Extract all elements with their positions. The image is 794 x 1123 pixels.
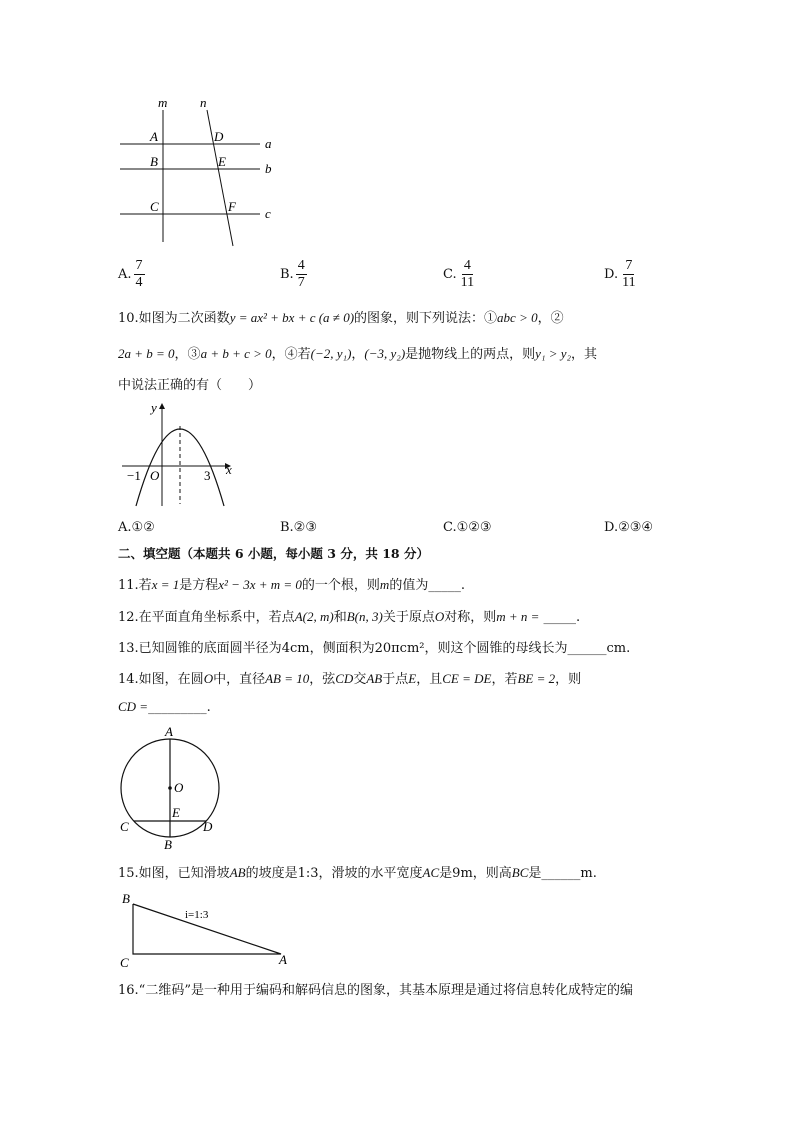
label-A: A: [165, 724, 173, 739]
text: 11.若: [118, 578, 152, 593]
label-C: C: [120, 819, 129, 834]
option-a-fraction: [134, 258, 145, 291]
formula: CE = DE: [442, 671, 492, 686]
formula: (−2, y₁): [310, 346, 352, 361]
label-a: a: [265, 136, 272, 151]
text: 中说法正确的有（ ）: [118, 378, 262, 393]
formula: 4cm: [281, 641, 310, 656]
q13: [118, 640, 630, 658]
x-axis-label: x: [226, 462, 232, 477]
option-a[interactable]: [118, 258, 145, 291]
label-F: F: [228, 199, 236, 214]
formula: AB = 10: [265, 671, 310, 686]
formula: BE = 2: [517, 671, 556, 686]
formula: 2a + b = 0: [118, 346, 175, 361]
slope-ratio-label: i=1:3: [185, 909, 209, 921]
label-B: B: [150, 154, 158, 169]
center-dot: [168, 786, 172, 790]
formula: 20πcm²: [374, 641, 425, 656]
tick-label-neg1: −1: [127, 468, 141, 483]
text: 是抛物线上的两点，则: [405, 347, 536, 362]
text: ，②: [537, 311, 564, 326]
label-C: C: [120, 955, 129, 970]
formula: E: [408, 671, 417, 686]
q12: [118, 608, 580, 627]
text: 16.“二维码”是一种用于编码和解码信息的图象，其基本原理是通过将信息转化成特定的编: [118, 983, 633, 998]
formula: A(2, m): [294, 609, 334, 624]
text: 是方程: [179, 578, 219, 593]
text: 18: [382, 546, 400, 561]
numerator: 4: [297, 258, 305, 273]
answer-blank[interactable]: 是______m.: [528, 866, 597, 881]
numerator: 7: [625, 258, 633, 273]
formula: a + b + c > 0: [200, 346, 272, 361]
text: 14.如图，在圆: [118, 672, 204, 687]
label-E: E: [172, 805, 180, 820]
label-O: O: [174, 780, 184, 795]
formula: BC: [511, 865, 529, 880]
formula: AC: [422, 865, 440, 880]
formula: AB: [229, 865, 246, 880]
label-B: B: [164, 837, 172, 852]
denominator: 11: [460, 275, 475, 290]
text: 的图象，则下列说法：①: [354, 311, 498, 326]
formula: O: [203, 671, 214, 686]
text: 的一个根，则: [301, 578, 380, 593]
text: 二、填空题（本题共: [118, 546, 235, 561]
option-c[interactable]: [443, 258, 476, 291]
text: 6: [234, 546, 244, 561]
label-D: D: [203, 819, 213, 834]
formula: m + n =: [496, 609, 540, 624]
text: ，且: [416, 672, 443, 687]
parabola-graph: [118, 398, 248, 510]
text: 是: [439, 866, 453, 881]
denominator: 11: [622, 275, 636, 290]
q10-option-c[interactable]: C.①②③: [443, 520, 492, 535]
q14-line-1: [118, 670, 581, 689]
label-c: c: [265, 206, 271, 221]
option-d-fraction: [620, 258, 637, 291]
label-n: n: [200, 95, 207, 110]
text: 小题，每小题: [243, 546, 328, 561]
numerator: 7: [135, 258, 143, 273]
text: ，其: [571, 347, 598, 362]
q14-line-2: [118, 698, 211, 717]
text: 中，直径: [213, 672, 266, 687]
text: 13.已知圆锥的底面圆半径为: [118, 641, 282, 656]
text: 分）: [399, 546, 429, 561]
text: .: [626, 641, 631, 656]
formula: (−3, y₂): [364, 346, 406, 361]
q10-line-3: [118, 377, 261, 395]
answer-blank[interactable]: ，则这个圆锥的母线长为______: [424, 641, 607, 656]
text: 交: [353, 672, 367, 687]
q10-option-a[interactable]: A.①②: [118, 520, 155, 535]
text: 12.在平面直角坐标系中，若点: [118, 610, 295, 625]
formula: 1:3: [297, 866, 319, 881]
option-b[interactable]: [280, 258, 307, 291]
formula: x = 1: [151, 577, 180, 592]
text: ，则: [555, 672, 582, 687]
text: ，侧面积为: [309, 641, 375, 656]
text: ，: [351, 347, 365, 362]
label-A: A: [279, 952, 287, 967]
q10-line-2: [118, 345, 597, 364]
text: ，④若: [271, 347, 311, 362]
formula: CD =: [118, 699, 149, 714]
text: 关于原点: [382, 610, 435, 625]
text: 分，共: [335, 546, 383, 561]
formula: AB: [366, 671, 383, 686]
formula: 9m: [452, 866, 473, 881]
text: 于点: [382, 672, 409, 687]
q16: [118, 982, 633, 1000]
text: 和: [333, 610, 347, 625]
y-axis-label: y: [151, 400, 157, 415]
label-B: B: [122, 891, 130, 906]
label-E: E: [218, 154, 226, 169]
text: 3: [327, 546, 336, 561]
q10-option-b[interactable]: B.②③: [280, 520, 317, 535]
text: 10.如图为二次函数: [118, 311, 230, 326]
option-c-prefix: C.: [443, 267, 457, 282]
origin-label: O: [150, 468, 160, 483]
text: ，弦: [309, 672, 336, 687]
label-D: D: [214, 129, 224, 144]
label-b: b: [265, 161, 272, 176]
formula: y = ax² + bx + c (a ≠ 0): [229, 310, 355, 325]
unit: cm: [606, 641, 627, 656]
formula: x² − 3x + m = 0: [218, 577, 302, 592]
q11: [118, 576, 465, 595]
option-b-prefix: B.: [280, 267, 294, 282]
parallel-lines-figure: [110, 92, 290, 252]
answer-blank[interactable]: _____.: [539, 610, 581, 625]
q10-line-1: [118, 309, 564, 328]
formula: B(n, 3): [346, 609, 383, 624]
text: ，滑坡的水平宽度: [318, 866, 423, 881]
label-A: A: [150, 129, 158, 144]
answer-blank[interactable]: _________.: [148, 700, 211, 715]
text: 15.如图，已知滑坡: [118, 866, 230, 881]
section-heading: [118, 545, 429, 563]
text: ，则高: [472, 866, 512, 881]
denominator: 4: [135, 275, 143, 290]
denominator: 7: [297, 275, 305, 290]
numerator: 4: [463, 258, 471, 273]
text: 对称，则: [444, 610, 497, 625]
text: ，若: [491, 672, 518, 687]
option-c-fraction: [459, 258, 476, 291]
option-a-prefix: A.: [118, 267, 132, 282]
slope-figure: [115, 888, 295, 970]
label-C: C: [150, 199, 159, 214]
formula: abc > 0: [497, 310, 538, 325]
option-d-prefix: D.: [604, 267, 619, 282]
answer-blank[interactable]: 的值为_____.: [389, 578, 465, 593]
text: ，③: [174, 347, 201, 362]
circle-figure: [115, 722, 225, 852]
text: 的坡度是: [245, 866, 298, 881]
q10-option-d[interactable]: D.②③④: [604, 520, 654, 535]
option-d[interactable]: [604, 258, 638, 291]
formula: y₁ > y₂: [535, 346, 572, 361]
label-m: m: [158, 95, 168, 110]
formula: m: [379, 577, 390, 592]
option-b-fraction: [296, 258, 307, 291]
tick-label-3: 3: [204, 468, 211, 483]
formula: O: [434, 609, 445, 624]
q15: [118, 864, 597, 883]
formula: CD: [335, 671, 354, 686]
